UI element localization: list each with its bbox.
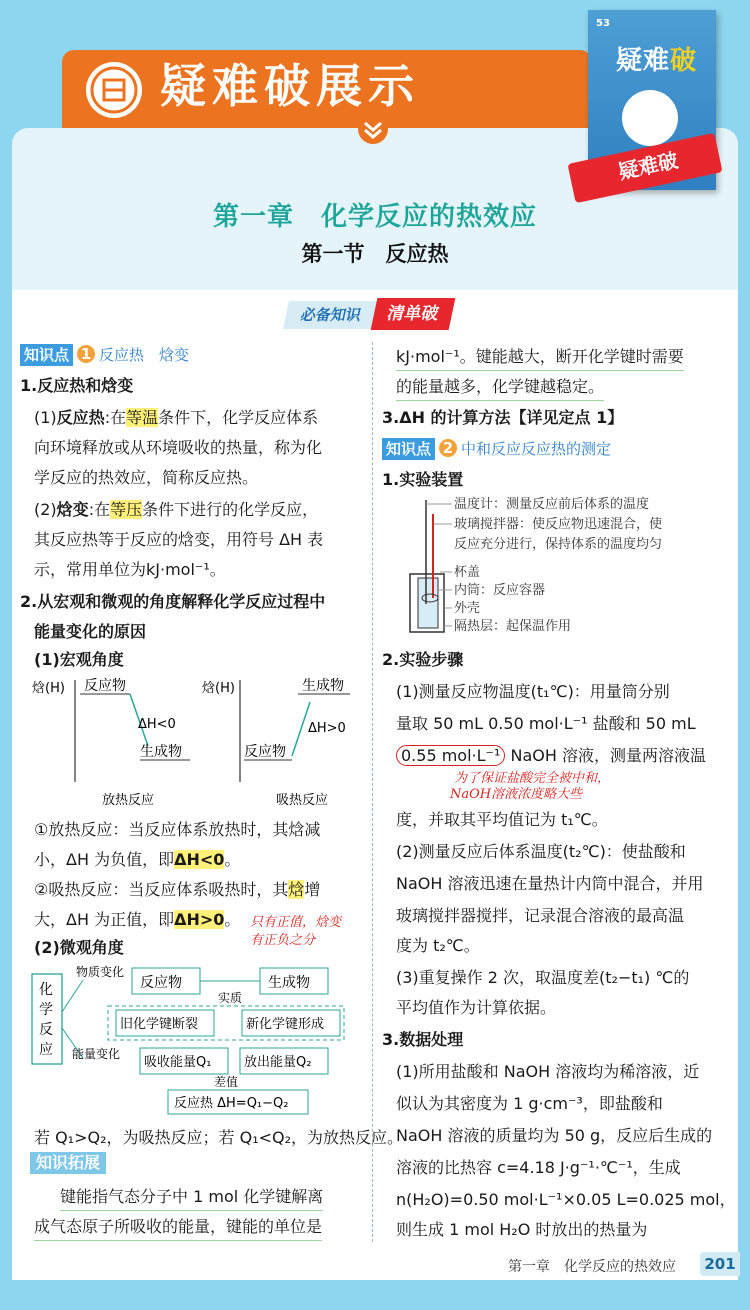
extension-label: 知识拓展 (30, 1152, 106, 1174)
step2-line-1: (2)测量反应后体系温度(t₂℃)：使盐酸和 (396, 842, 686, 861)
stirrer-label-1: 玻璃搅拌器：使反应物迅速混合，使 (454, 517, 663, 532)
data-heading: 3.数据处理 (382, 1030, 464, 1049)
macro-heading: (1)宏观角度 (34, 650, 124, 669)
outer-label: 外壳 (454, 601, 481, 616)
footer-chapter: 第一章 化学反应的热效应 (508, 1259, 676, 1275)
q-comparison: 若 Q₁>Q₂，为吸热反应；若 Q₁<Q₂，为放热反应。 (34, 1128, 404, 1147)
ext-line-2: 成气态原子所吸收的能量，键能的单位是 (34, 1214, 322, 1241)
svg-text:学: 学 (39, 1002, 53, 1018)
endo-line-2: 大，ΔH 为正值，即ΔH>0。 (34, 910, 241, 929)
flow-release: 放出能量Q₂ (244, 1055, 312, 1070)
section-title: 第一节 反应热 (301, 242, 449, 266)
book-icon (86, 62, 142, 118)
para-1-line-1: (1)反应热:在等温条件下，化学反应体系 (34, 408, 319, 427)
data-line-3: NaOH 溶液的质量均为 50 g，反应后生成的 (396, 1126, 713, 1145)
step2-line-2: NaOH 溶液迅速在量热计内筒中混合，并用 (396, 874, 704, 893)
ext-line-1: 键能指气态分子中 1 mol 化学键解离 (60, 1184, 323, 1211)
book-brand: 53 (596, 18, 610, 29)
badge-clear: 清单破 (371, 298, 456, 330)
chevron-down-icon (356, 115, 390, 147)
steps-heading: 2.实验步骤 (382, 650, 464, 669)
stirrer-label-2: 反应充分进行，保持体系的温度均匀 (454, 537, 663, 552)
exo-line-2: 小，ΔH 为负值，即ΔH<0。 (34, 850, 241, 869)
book-title: 疑难破 (616, 46, 698, 76)
enthalpy-diagrams (30, 672, 370, 812)
flow-diff: 差值 (214, 1075, 239, 1089)
data-line-4: 溶液的比热容 c=4.18 J·g⁻¹·℃⁻¹，生成 (396, 1158, 681, 1177)
flow-result: 反应热 ΔH=Q₁−Q₂ (174, 1096, 289, 1111)
banner-title: 疑难破展示 (160, 59, 420, 113)
handwritten-note-4: NaOH溶液浓度略大些 (450, 787, 583, 802)
flow-absorb: 吸收能量Q₁ (144, 1055, 212, 1070)
knowledge-point-1: 知识点 1 反应热 焓变 (20, 344, 189, 366)
d1-dh: ΔH<0 (138, 717, 176, 732)
chapter-title: 第一章 化学反应的热效应 (212, 202, 537, 232)
handwritten-note-3: 为了保证盐酸完全被中和， (454, 771, 611, 786)
flow-matter: 物质变化 (76, 965, 125, 979)
heading-2-line-2: 能量变化的原因 (34, 622, 147, 641)
right-line-1: kJ·mol⁻¹。键能越大，断开化学键时需要 (396, 344, 684, 371)
d1-top: 反应物 (84, 678, 126, 694)
para-2-line-1: (2)焓变:在等压条件下进行的化学反应， (34, 500, 319, 519)
data-line-5: n(H₂O)=0.50 mol·L⁻¹×0.05 L=0.025 mol， (396, 1190, 736, 1209)
flow-product: 生成物 (268, 975, 310, 991)
data-line-6: 则生成 1 mol H₂O 时放出的热量为 (396, 1220, 648, 1239)
step1-line-3: 0.55 mol·L⁻¹ NaOH 溶液，测量两溶液温 (396, 740, 706, 772)
flow-break: 旧化学键断裂 (120, 1017, 199, 1032)
flow-reactant: 反应物 (140, 975, 182, 991)
endo-line-1: ②吸热反应：当反应体系吸热时，其焓增 (34, 880, 321, 899)
heading-1: 1.反应热和焓变 (20, 376, 134, 395)
step3-line-2: 平均值作为计算依据。 (396, 998, 557, 1017)
d2-bottom: 反应物 (244, 744, 286, 760)
para-1-line-2: 向环境释放或从环境吸收的热量，称为化 (34, 438, 323, 457)
micro-flow-diagram (28, 962, 368, 1122)
d1-bottom: 生成物 (140, 744, 182, 760)
d2-yaxis: 焓(H) (202, 681, 235, 696)
insulation-label: 隔热层：起保温作用 (454, 619, 572, 634)
book-ribbon-text: 疑难破 (616, 147, 681, 184)
para-1-line-3: 学反应的热效应，简称反应热。 (34, 468, 259, 487)
mascot-figure (622, 90, 678, 146)
d2-top: 生成物 (302, 678, 344, 694)
d2-dh: ΔH>0 (308, 721, 346, 736)
handwritten-note-2: 有正负之分 (250, 933, 316, 948)
column-divider (372, 342, 373, 1242)
handwritten-note-1: 只有正值，焓变 (250, 915, 342, 930)
step2-line-3: 玻璃搅拌器搅拌，记录混合溶液的最高温 (396, 906, 685, 925)
step2-line-4: 度为 t₂℃。 (396, 936, 480, 955)
inner-label: 内筒：反应容器 (454, 583, 546, 598)
data-line-2: 似认为其密度为 1 g·cm⁻³，即盐酸和 (396, 1094, 663, 1113)
svg-text:应: 应 (39, 1042, 53, 1058)
knowledge-point-2: 知识点 2 中和反应反应热的测定 (382, 438, 611, 460)
heading-2-line-1: 2.从宏观和微观的角度解释化学反应过程中 (20, 592, 326, 611)
right-line-2: 的能量越多，化学键越稳定。 (396, 374, 604, 401)
svg-text:反: 反 (39, 1022, 53, 1038)
d1-yaxis: 焓(H) (32, 681, 65, 696)
step1-line-4: 度，并取其平均值记为 t₁℃。 (396, 810, 608, 829)
thermometer-label: 温度计：测量反应前后体系的温度 (454, 497, 650, 512)
lid-label: 杯盖 (454, 565, 481, 580)
para-2-line-2: 其反应热等于反应的焓变，用符号 ΔH 表 (34, 530, 324, 549)
micro-heading: (2)微观角度 (34, 938, 124, 957)
step3-line-1: (3)重复操作 2 次，取温度差(t₂−t₁) ℃的 (396, 968, 690, 987)
para-2-line-3: 示，常用单位为kJ·mol⁻¹。 (34, 560, 226, 579)
step1-line-1: (1)测量反应物温度(t₁℃)：用量筒分别 (396, 682, 670, 701)
page-number: 201 (700, 1252, 740, 1276)
data-line-1: (1)所用盐酸和 NaOH 溶液均为稀溶液，近 (396, 1062, 700, 1081)
badge-essential: 必备知识 (283, 301, 379, 329)
flow-form: 新化学键形成 (246, 1017, 325, 1032)
d1-caption: 放热反应 (102, 793, 155, 808)
step1-line-2: 量取 50 mL 0.50 mol·L⁻¹ 盐酸和 50 mL (396, 714, 696, 733)
d2-caption: 吸热反应 (276, 793, 329, 808)
calorimeter-diagram (400, 494, 730, 644)
svg-text:化: 化 (39, 982, 53, 998)
heading-3: 3.ΔH 的计算方法【详见定点 1】 (382, 408, 624, 427)
flow-essence: 实质 (218, 991, 243, 1005)
apparatus-heading: 1.实验装置 (382, 470, 464, 489)
flow-energy: 能量变化 (72, 1047, 121, 1061)
exo-line-1: ①放热反应：当反应体系放热时，其焓减 (34, 820, 321, 839)
